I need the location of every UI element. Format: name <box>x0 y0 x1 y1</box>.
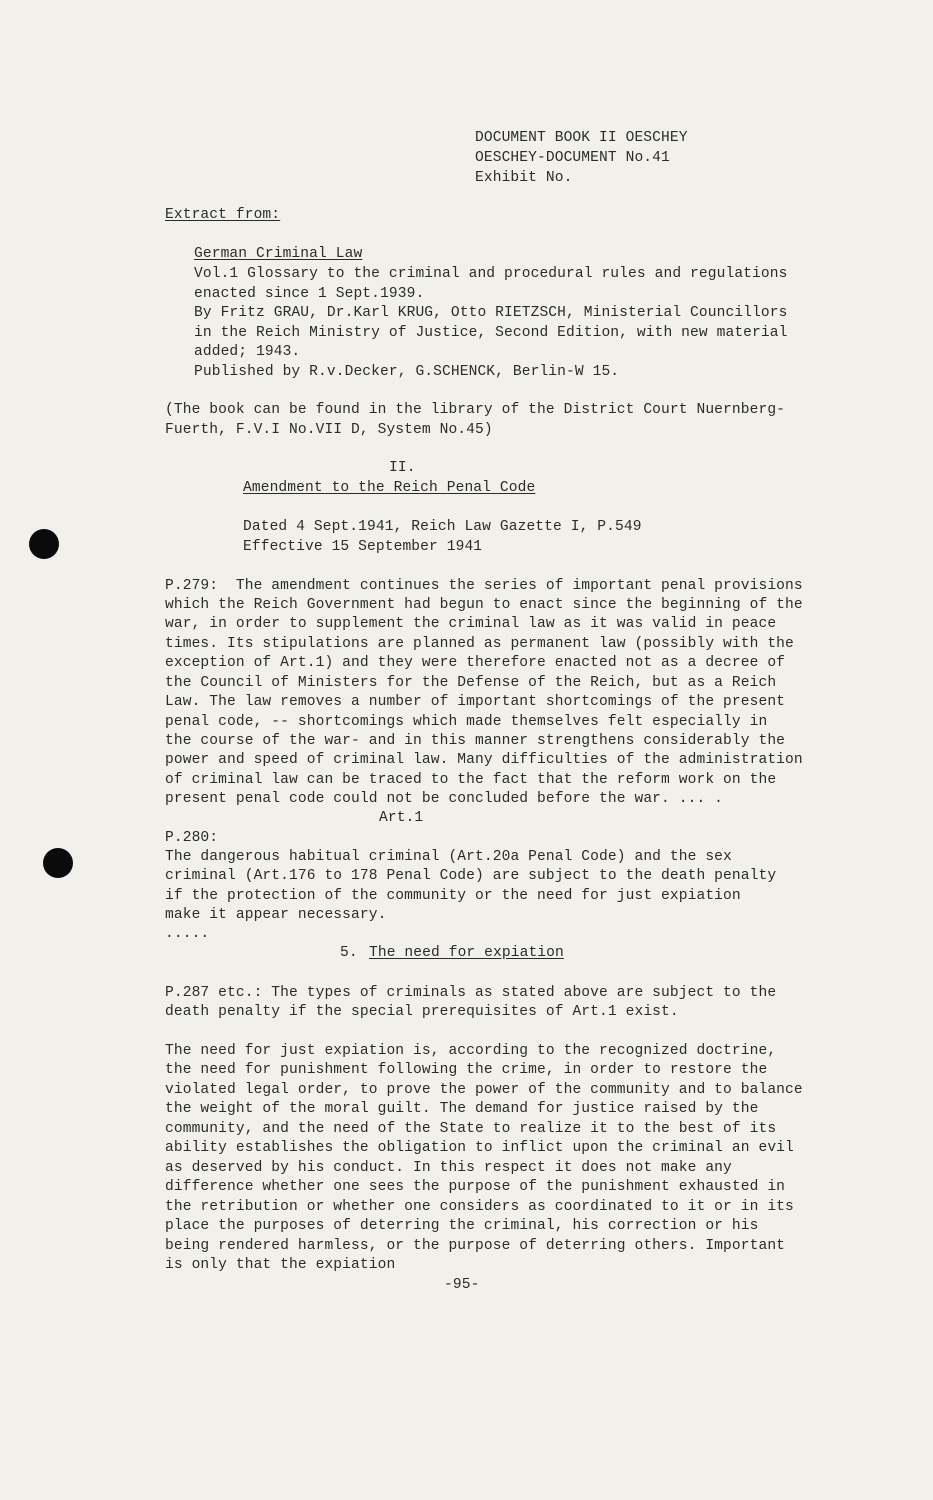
p280-line: The dangerous habitual criminal (Art.20a Penal Code) and the sex <box>165 849 732 865</box>
p280-line: if the protection of the community or the need for just expiation <box>165 888 741 904</box>
p279-line: war, in order to supplement the criminal law as it was valid in peace <box>165 616 777 632</box>
source-line: Published by R.v.Decker, G.SCHENCK, Berlin-W 15. <box>194 364 620 380</box>
expiation-line: the need for punishment following the crime, in order to restore the <box>165 1062 768 1078</box>
ellipsis: ..... <box>165 926 210 942</box>
expiation-line: the weight of the moral guilt. The demand for justice raised by the <box>165 1101 759 1117</box>
source-line: Vol.1 Glossary to the criminal and procedural rules and regulations <box>194 266 788 282</box>
expiation-line: violated legal order, to prove the power of the community and to balance <box>165 1082 803 1098</box>
source-line: added; 1943. <box>194 344 301 360</box>
expiation-line: The need for just expiation is, according to the recognized doctrine, <box>165 1043 777 1059</box>
page-number: -95- <box>444 1277 480 1293</box>
p287-line: P.287 etc.: The types of criminals as stated above are subject to the <box>165 985 777 1001</box>
effective-line: Effective 15 September 1941 <box>243 539 483 555</box>
doc-number-line: OESCHEY-DOCUMENT No.41 <box>475 150 670 166</box>
expiation-line: community, and the need of the State to realize it to the best of its <box>165 1121 777 1137</box>
extract-label: Extract from: <box>165 207 281 223</box>
source-line: By Fritz GRAU, Dr.Karl KRUG, Otto RIETZSCH, Ministerial Councillors <box>194 305 788 321</box>
expiation-line: being rendered harmless, or the purpose of deterring others. Important <box>165 1238 786 1254</box>
punch-hole-bottom <box>43 848 73 878</box>
p279-line: Law. The law removes a number of important shortcomings of the present <box>165 694 786 710</box>
heading5-title: The need for expiation <box>369 945 564 961</box>
p279-line: times. Its stipulations are planned as permanent law (possibly with the <box>165 636 794 652</box>
expiation-line: difference whether one sees the purpose of the punishment exhausted in <box>165 1179 786 1195</box>
p280-label: P.280: <box>165 830 219 846</box>
p280-line: make it appear necessary. <box>165 907 387 923</box>
exhibit-line: Exhibit No. <box>475 170 573 186</box>
p279-line: exception of Art.1) and they were therefore enacted not as a decree of <box>165 655 786 671</box>
expiation-line: ability establishes the obligation to inflict upon the criminal an evil <box>165 1140 794 1156</box>
p279-line: the course of the war- and in this manner strengthens considerably the <box>165 733 786 749</box>
p279-line: present penal code could not be concluded before the war. ... . <box>165 791 724 807</box>
art1-label: Art.1 <box>379 810 424 826</box>
doc-book-line: DOCUMENT BOOK II OESCHEY <box>475 130 688 146</box>
dated-line: Dated 4 Sept.1941, Reich Law Gazette I, P.549 <box>243 519 642 535</box>
location-note-line: (The book can be found in the library of the District Court Nuernberg- <box>165 402 786 418</box>
source-line: enacted since 1 Sept.1939. <box>194 286 425 302</box>
p279-line: penal code, -- shortcomings which made themselves felt especially in <box>165 714 768 730</box>
heading5-number: 5. <box>340 945 358 961</box>
p280-line: criminal (Art.176 to 178 Penal Code) are subject to the death penalty <box>165 868 777 884</box>
expiation-line: the retribution or whether one considers as coordinated to it or in its <box>165 1199 794 1215</box>
p279-line: of criminal law can be traced to the fact that the reform work on the <box>165 772 777 788</box>
source-title: German Criminal Law <box>194 246 363 262</box>
p279-line: the Council of Ministers for the Defense of the Reich, but as a Reich <box>165 675 777 691</box>
punch-hole-top <box>29 529 59 559</box>
expiation-line: is only that the expiation <box>165 1257 396 1273</box>
p279-line: power and speed of criminal law. Many difficulties of the administration <box>165 752 803 768</box>
source-line: in the Reich Ministry of Justice, Second Edition, with new material <box>194 325 788 341</box>
expiation-line: as deserved by his conduct. In this respect it does not make any <box>165 1160 732 1176</box>
p279-line: which the Reich Government had begun to enact since the beginning of the <box>165 597 803 613</box>
section-title: Amendment to the Reich Penal Code <box>243 480 536 496</box>
expiation-line: place the purposes of deterring the criminal, his correction or his <box>165 1218 759 1234</box>
section-numeral: II. <box>389 460 416 476</box>
p279-line: P.279: The amendment continues the series of important penal provisions <box>165 578 803 594</box>
location-note-line: Fuerth, F.V.I No.VII D, System No.45) <box>165 422 493 438</box>
p287-line: death penalty if the special prerequisites of Art.1 exist. <box>165 1004 679 1020</box>
